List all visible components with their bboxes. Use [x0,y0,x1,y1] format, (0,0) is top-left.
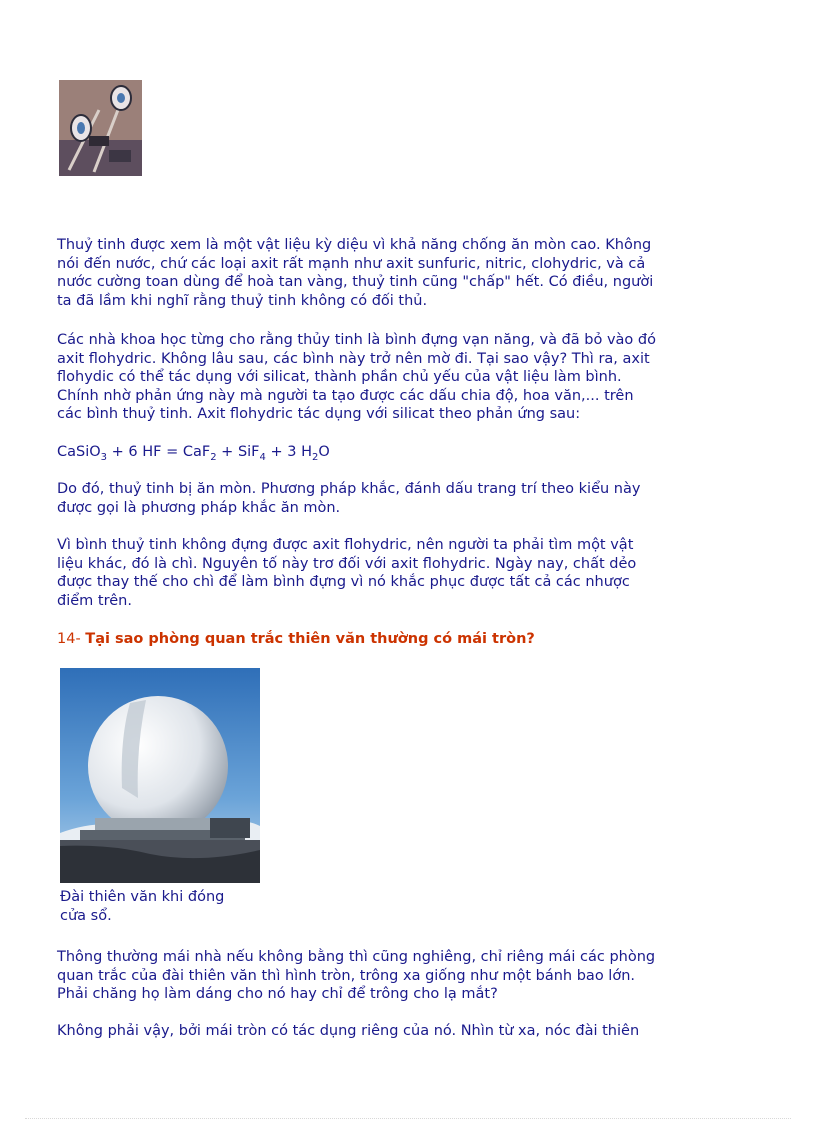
paragraph-roof-purpose: Không phải vậy, bởi mái tròn có tác dụng riêng của nó. Nhìn từ xa, nóc đài thiên [57,1023,640,1039]
section-heading [57,630,717,649]
paragraph-hydrofluoric-acid: Các nhà khoa học từng cho rằng thủy tinh là bình đựng vạn năng, và đã bỏ vào đó axit flohydric. Không lâu sau, các bình này trở nên mờ đi. Tại sao vậy? Thì ra, axit flohydic có thể tác dụng với silicat, thành phần chủ yếu của vật liệu làm bình. Chính nhờ phản ứng này mà người ta tạo được các dấu chia độ, hoa văn,... trên các bình thuỷ tinh. Axit flohydric tác dụng với silicat theo phản ứng sau: [57,332,656,422]
paragraph-lead-container: Vì bình thuỷ tinh không đựng được axit flohydric, nên người ta phải tìm một vật liệu khác, đó là chì. Nguyên tố này trơ đối với axit flohydric. Ngày nay, chất dẻo được thay thế cho chì để làm bình đựng vì nó khắc phục được tất cả các nhược điểm trên. [57,537,637,609]
satellite-dish-illustration [59,80,142,176]
paragraph-etching: Do đó, thuỷ tinh bị ăn mòn. Phương pháp khắc, đánh dấu trang trí theo kiểu này được gọi là phương pháp khắc ăn mòn. [57,481,641,516]
image-caption: Đài thiên văn khi đóng cửa sổ. [60,889,225,924]
paragraph-glass-resistance: Thuỷ tinh được xem là một vật liệu kỳ diệu vì khả năng chống ăn mòn cao. Không nói đến nước, chứ các loại axit rất mạnh như axit sunfuric, nitric, clohydric, và cả nước cường toan dùng để hoà tan vàng, thuỷ tinh cũng "chấp" hết. Có điều, người ta đã lầm khi nghĩ rằng thuỷ tinh không có đối thủ. [57,237,654,309]
section-title: Tại sao phòng quan trắc thiên văn thường có mái tròn? [85,631,535,647]
paragraph-round-roof: Thông thường mái nhà nếu không bằng thì cũng nghiêng, chỉ riêng mái các phòng quan trắc của đài thiên văn thì hình tròn, trông xa giống như một bánh bao lớn. Phải chăng họ làm dáng cho nó hay chỉ để trông cho lạ mắt? [57,949,656,1002]
chemical-equation: CaSiO$_3$ + 6 HF = CaF$_2$ + SiF$_4$ + 3 $H_2O$ [57,444,330,463]
page-bottom-border [25,1118,791,1119]
satellite-dish-image [59,80,142,176]
section-number: 14- [57,631,86,647]
observatory-dome-illustration [60,668,260,883]
observatory-dome-image [60,668,260,883]
